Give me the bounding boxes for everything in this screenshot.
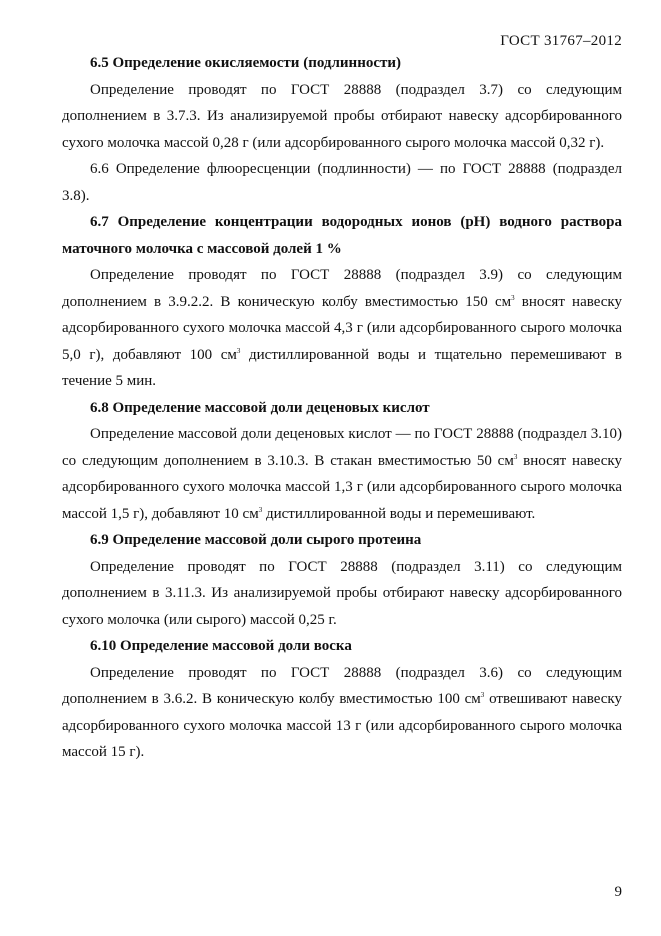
section-heading-6-9: 6.9 Определение массовой доли сырого протеина: [90, 532, 422, 548]
text-segment: вносят навеску адсорбированного сухого молочка массой 4,3 г (или адсорбированного сырого молочка 5,0 г), добавляют 100 см: [62, 293, 622, 363]
text-segment: Определение проводят по ГОСТ 28888 (подраздел 3.6) со следующим дополнением в 3.6.2. В коническую колбу вместимостью 100 см: [62, 664, 622, 707]
section-text-6-6: 6.6 Определение флюоресценции (подлинности) — по ГОСТ 28888 (подраздел 3.8).: [62, 161, 622, 204]
text-segment: дистиллированной воды и тщательно перемешивают в течение 5 мин.: [62, 346, 622, 389]
superscript: 3: [511, 293, 515, 302]
text-segment: Определение проводят по ГОСТ 28888 (подраздел 3.9) со следующим дополнением в 3.9.2.2. В коническую колбу вместимостью 150 см: [62, 267, 622, 310]
text-segment: Определение массовой доли деценовых кислот — по ГОСТ 28888 (подраздел 3.10) со следующим дополнением в 3.10.3. В стакан вместимостью 50 см: [62, 426, 622, 469]
section-text-6-8: [62, 421, 622, 527]
superscript: 3: [258, 505, 263, 514]
section-text-6-9: Определение проводят по ГОСТ 28888 (подраздел 3.11) со следующим дополнением в 3.11.3. Из анализируемой пробы отбирают навеску адсорбированного сухого молочка (или сырого) массой 0,25 г.: [62, 558, 622, 628]
superscript: 3: [513, 452, 518, 461]
page-number: 9: [614, 884, 622, 900]
superscript: 3: [480, 691, 485, 699]
section-text-6-10: [62, 660, 622, 766]
section-heading-6-8: 6.8 Определение массовой доли деценовых кислот: [90, 399, 430, 416]
text-segment: отвешивают навеску адсорбированного сухого молочка массой 13 г (или адсорбированного сырого молочка массой 15 г).: [62, 691, 623, 760]
section-text-6-7: [62, 262, 622, 395]
text-segment: дистиллированной воды и перемешивают.: [262, 505, 536, 522]
section-heading-6-5: 6.5 Определение окисляемости (подлинности): [90, 55, 401, 71]
section-heading-6-7: 6.7 Определение концентрации водородных ионов (рН) водного раствора маточного молочка с массовой долей 1 %: [62, 214, 622, 257]
superscript: 3: [236, 346, 241, 355]
section-text-6-5: Определение проводят по ГОСТ 28888 (подраздел 3.7) со следующим дополнением в 3.7.3. Из анализируемой пробы отбирают навеску адсорбированного сухого молочка массой 0,28 г (или адсорбированного сырого молочка массой 0,32 г).: [62, 81, 622, 151]
text-segment: вносят навеску адсорбированного сухого молочка массой 1,3 г (или адсорбированного сырого молочка массой 1,5 г), добавляют 10 см: [62, 452, 622, 522]
section-heading-6-10: 6.10 Определение массовой доли воска: [90, 638, 352, 654]
document-body: [62, 50, 622, 766]
document-page: [62, 0, 622, 936]
document-header: ГОСТ 31767–2012: [500, 33, 622, 49]
